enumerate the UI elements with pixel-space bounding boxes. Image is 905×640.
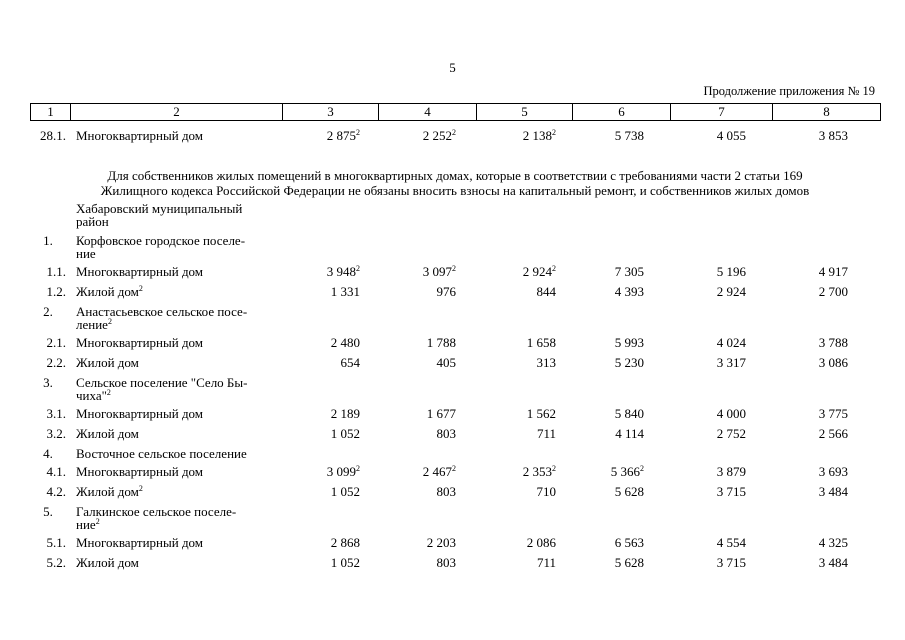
- table-row: [0, 406, 905, 424]
- row-name: Жилой дом: [76, 555, 139, 570]
- cell-value: 2 189: [330, 406, 360, 421]
- cell-value: 3 $097^2$: [422, 264, 456, 279]
- row-number: 2.1.: [46, 335, 66, 350]
- section-line: Галкинское сельское поселе-: [76, 504, 237, 519]
- row-name: Жилой дом$^2$: [76, 284, 143, 299]
- column-header: 5: [477, 104, 573, 121]
- row-name: Жилой дом$^2$: [76, 484, 143, 499]
- cell-value: 3 788: [818, 335, 848, 350]
- row-name: Жилой дом: [76, 355, 139, 370]
- page-number: 5: [449, 60, 456, 75]
- row-name: Многоквартирный дом: [76, 464, 204, 479]
- column-header: 7: [671, 104, 773, 121]
- table-row: [0, 484, 905, 502]
- table-row: [0, 284, 905, 302]
- cell-value: 1 562: [526, 406, 556, 421]
- section-line: Восточное сельское поселение: [76, 446, 247, 461]
- cell-value: 313: [536, 355, 556, 370]
- table-row: [0, 426, 905, 444]
- cell-value: 3 775: [818, 406, 848, 421]
- cell-value: 3 317: [716, 355, 746, 370]
- table-row: [0, 355, 905, 373]
- section-number: 5.: [43, 504, 53, 519]
- column-header: 4: [379, 104, 477, 121]
- section-line: ние: [76, 517, 96, 532]
- cell-value: 4 325: [818, 535, 848, 550]
- cell-value: 711: [536, 426, 556, 441]
- cell-value: 5 628: [614, 484, 644, 499]
- row-number: 3.1.: [46, 406, 66, 421]
- cell-value: 5 993: [614, 335, 644, 350]
- section-number: 3.: [43, 375, 53, 390]
- cell-value: 5 840: [614, 406, 644, 421]
- cell-value: 3 $099^2$: [326, 464, 360, 479]
- district-line: район: [76, 214, 109, 229]
- cell-value: 1 052: [330, 555, 360, 570]
- cell-value: 803: [436, 426, 456, 441]
- cell-value: 2 $924^2$: [522, 264, 556, 279]
- table-row: [0, 464, 905, 482]
- continuation-label: Продолжение приложения № 19: [703, 84, 875, 98]
- cell-value: 2 566: [818, 426, 848, 441]
- cell-value: 710: [536, 484, 556, 499]
- cell-value: 711: [536, 555, 556, 570]
- cell-value: 4 000: [716, 406, 746, 421]
- row-number: 1.2.: [46, 284, 66, 299]
- cell-value: 2 924: [716, 284, 746, 299]
- note-line: Жилищного кодекса Российской Федерации не обязаны вносить взносы на капитальный ремонт, и собственников жилых домов: [100, 183, 810, 198]
- table-row: [0, 535, 905, 553]
- cell-value: 3 853: [818, 128, 848, 143]
- cell-value: 3 $948^2$: [326, 264, 360, 279]
- cell-value: 405: [436, 355, 456, 370]
- cell-value: 803: [436, 484, 456, 499]
- cell-value: 3 715: [716, 484, 746, 499]
- cell-value: 844: [536, 284, 556, 299]
- cell-value: 3 484: [818, 555, 848, 570]
- section-line: чиха": [76, 388, 107, 403]
- cell-value: 5 628: [614, 555, 644, 570]
- section-line: Корфовское городское поселе-: [76, 233, 246, 248]
- cell-value: 5 230: [614, 355, 644, 370]
- row-number: 2.2.: [46, 355, 66, 370]
- section-line: ние: [76, 246, 96, 261]
- row-name: Многоквартирный дом: [76, 406, 204, 421]
- cell-value: 5 738: [614, 128, 644, 143]
- cell-value: 1 788: [426, 335, 456, 350]
- cell-value: 2 $138^2$: [522, 128, 556, 143]
- section-number: 4.: [43, 446, 53, 461]
- row-number: 4.1.: [46, 464, 66, 479]
- cell-value: 3 086: [818, 355, 848, 370]
- row-number: 5.2.: [46, 555, 66, 570]
- row-number: 3.2.: [46, 426, 66, 441]
- row-number: 5.1.: [46, 535, 66, 550]
- cell-value: 1 052: [330, 426, 360, 441]
- row-number: 28.1.: [40, 128, 66, 143]
- column-header: 2: [71, 104, 283, 121]
- cell-value: 4 114: [615, 426, 644, 441]
- column-header: 8: [773, 104, 881, 121]
- cell-value: 1 658: [526, 335, 556, 350]
- cell-value: 803: [436, 555, 456, 570]
- cell-value: 2 086: [526, 535, 556, 550]
- row-name: Многоквартирный дом: [76, 335, 204, 350]
- cell-value: 3 715: [716, 555, 746, 570]
- cell-value: 6 563: [614, 535, 644, 550]
- cell-value: 3 484: [818, 484, 848, 499]
- row-name: Многоквартирный дом: [76, 128, 204, 143]
- cell-value: 4 024: [716, 335, 746, 350]
- row-number: 4.2.: [46, 484, 66, 499]
- column-header: 6: [573, 104, 671, 121]
- cell-value: 2 $467^2$: [422, 464, 456, 479]
- row-name: Многоквартирный дом: [76, 264, 204, 279]
- cell-value: 3 693: [818, 464, 848, 479]
- cell-value: 1 331: [330, 284, 360, 299]
- row-name: Многоквартирный дом: [76, 535, 204, 550]
- cell-value: 2 203: [426, 535, 456, 550]
- section-line: Сельское поселение "Село Бы-: [76, 375, 248, 390]
- cell-value: 2 480: [330, 335, 360, 350]
- table-row: [0, 264, 905, 282]
- section-line: ление: [76, 317, 108, 332]
- cell-value: 2 $353^2$: [522, 464, 556, 479]
- section-line: Анастасьевское сельское посе-: [76, 304, 248, 319]
- section-number: 1.: [43, 233, 53, 248]
- cell-value: 976: [436, 284, 456, 299]
- cell-value: 2 $252^2$: [422, 128, 456, 143]
- cell-value: 4 917: [818, 264, 848, 279]
- cell-value: 1 677: [426, 406, 456, 421]
- row-number: 1.1.: [46, 264, 66, 279]
- section-number: 2.: [43, 304, 53, 319]
- district-line: Хабаровский муниципальный: [76, 201, 243, 216]
- cell-value: 2 868: [330, 535, 360, 550]
- cell-value: 7 305: [614, 264, 644, 279]
- section-note: [30, 168, 880, 198]
- row-name: Жилой дом: [76, 426, 139, 441]
- column-header-table: [30, 103, 881, 121]
- cell-value: 2 752: [716, 426, 746, 441]
- table-row: [0, 335, 905, 353]
- table-row: [0, 555, 905, 573]
- cell-value: 4 554: [716, 535, 746, 550]
- cell-value: 4 393: [614, 284, 644, 299]
- cell-value: 2 $875^2$: [326, 128, 360, 143]
- cell-value: 654: [340, 355, 360, 370]
- cell-value: 5 196: [716, 264, 746, 279]
- column-header: 1: [31, 104, 71, 121]
- cell-value: 3 879: [716, 464, 746, 479]
- cell-value: 5 $366^2$: [610, 464, 644, 479]
- table-row: [0, 128, 905, 146]
- cell-value: 1 052: [330, 484, 360, 499]
- cell-value: 4 055: [716, 128, 746, 143]
- column-header: 3: [283, 104, 379, 121]
- column-header-row: [31, 104, 881, 121]
- note-line: Для собственников жилых помещений в многоквартирных домах, которые в соответствии с требованиями части 2 статьи 169: [107, 168, 803, 183]
- cell-value: 2 700: [818, 284, 848, 299]
